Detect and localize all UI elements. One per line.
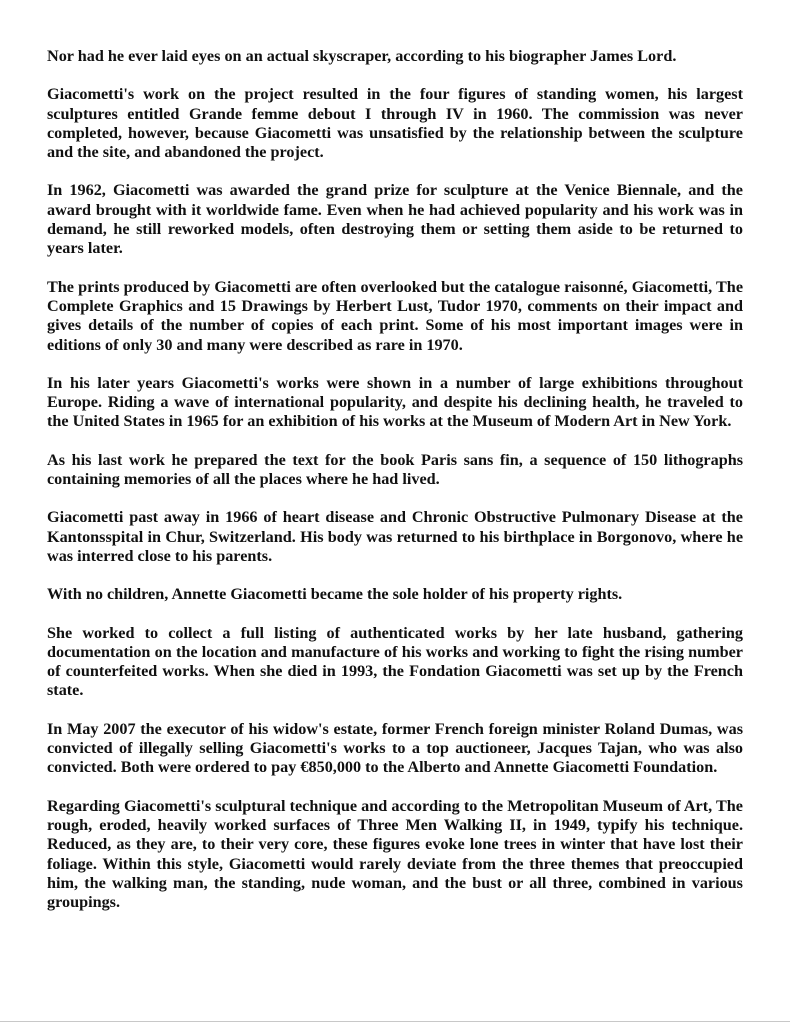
paragraph-grande-femme: Giacometti's work on the project resulted in the four figures of standing women, his largest sculptures entitled Grande femme debout I through IV in 1960. The commission was never completed, however, because Giacometti was unsatisfied by the relationship between the sculpture and the site, and abandoned the project. — [47, 85, 743, 162]
paragraph-dumas-conviction: In May 2007 the executor of his widow's estate, former French foreign minister Roland Dumas, was convicted of illegally selling Giacometti's works to a top auctioneer, Jacques Tajan, who was also convicted. Both were ordered to pay €850,000 to the Alberto and Annette Giacometti Foundation. — [47, 719, 743, 777]
page-bottom-divider — [0, 1021, 790, 1022]
paragraph-prints: The prints produced by Giacometti are often overlooked but the catalogue raisonné, Giacometti, The Complete Graphics and 15 Drawings by Herbert Lust, Tudor 1970, comments on their impact and gives details of the number of copies of each print. Some of his most important images were in editions of only 30 and many were described as rare in 1970. — [47, 277, 743, 354]
document-body — [47, 47, 743, 931]
paragraph-property-rights: With no children, Annette Giacometti became the sole holder of his property rights. — [47, 585, 623, 604]
paragraph-death: Giacometti past away in 1966 of heart disease and Chronic Obstructive Pulmonary Disease at the Kantonsspital in Chur, Switzerland. His body was returned to his birthplace in Borgonovo, where he was interred close to his parents. — [47, 508, 743, 565]
paragraph-venice-biennale: In 1962, Giacometti was awarded the grand prize for sculpture at the Venice Biennale, and the award brought with it worldwide fame. Even when he had achieved popularity and his work was in demand, he still reworked models, often destroying them or setting them aside to be returned to years later. — [47, 181, 743, 258]
paragraph-sculptural-technique: Regarding Giacometti's sculptural technique and according to the Metropolitan Museum of Art, The rough, eroded, heavily worked surfaces of Three Men Walking II, in 1949, typify his technique. Reduced, as they are, to their very core, these figures evoke lone trees in winter that have lost their foliage. Within this style, Giacometti would rarely deviate from the three themes that preoccupied him, the walking man, the standing, nude woman, and the bust or all three, combined in various groupings. — [47, 796, 743, 912]
paragraph-skyscraper: Nor had he ever laid eyes on an actual skyscraper, according to his biographer James Lord. — [47, 47, 677, 65]
paragraph-fondation: She worked to collect a full listing of authenticated works by her late husband, gathering documentation on the location and manufacture of his works and working to fight the rising number of counterfeited works. When she died in 1993, the Fondation Giacometti was set up by the French state. — [47, 623, 743, 700]
paragraph-last-work: As his last work he prepared the text for the book Paris sans fin, a sequence of 150 lithographs containing memories of all the places where he had lived. — [47, 450, 743, 489]
paragraph-later-years: In his later years Giacometti's works were shown in a number of large exhibitions throughout Europe. Riding a wave of international popularity, and despite his declining health, he traveled to the United States in 1965 for an exhibition of his works at the Museum of Modern Art in New York. — [47, 373, 743, 431]
